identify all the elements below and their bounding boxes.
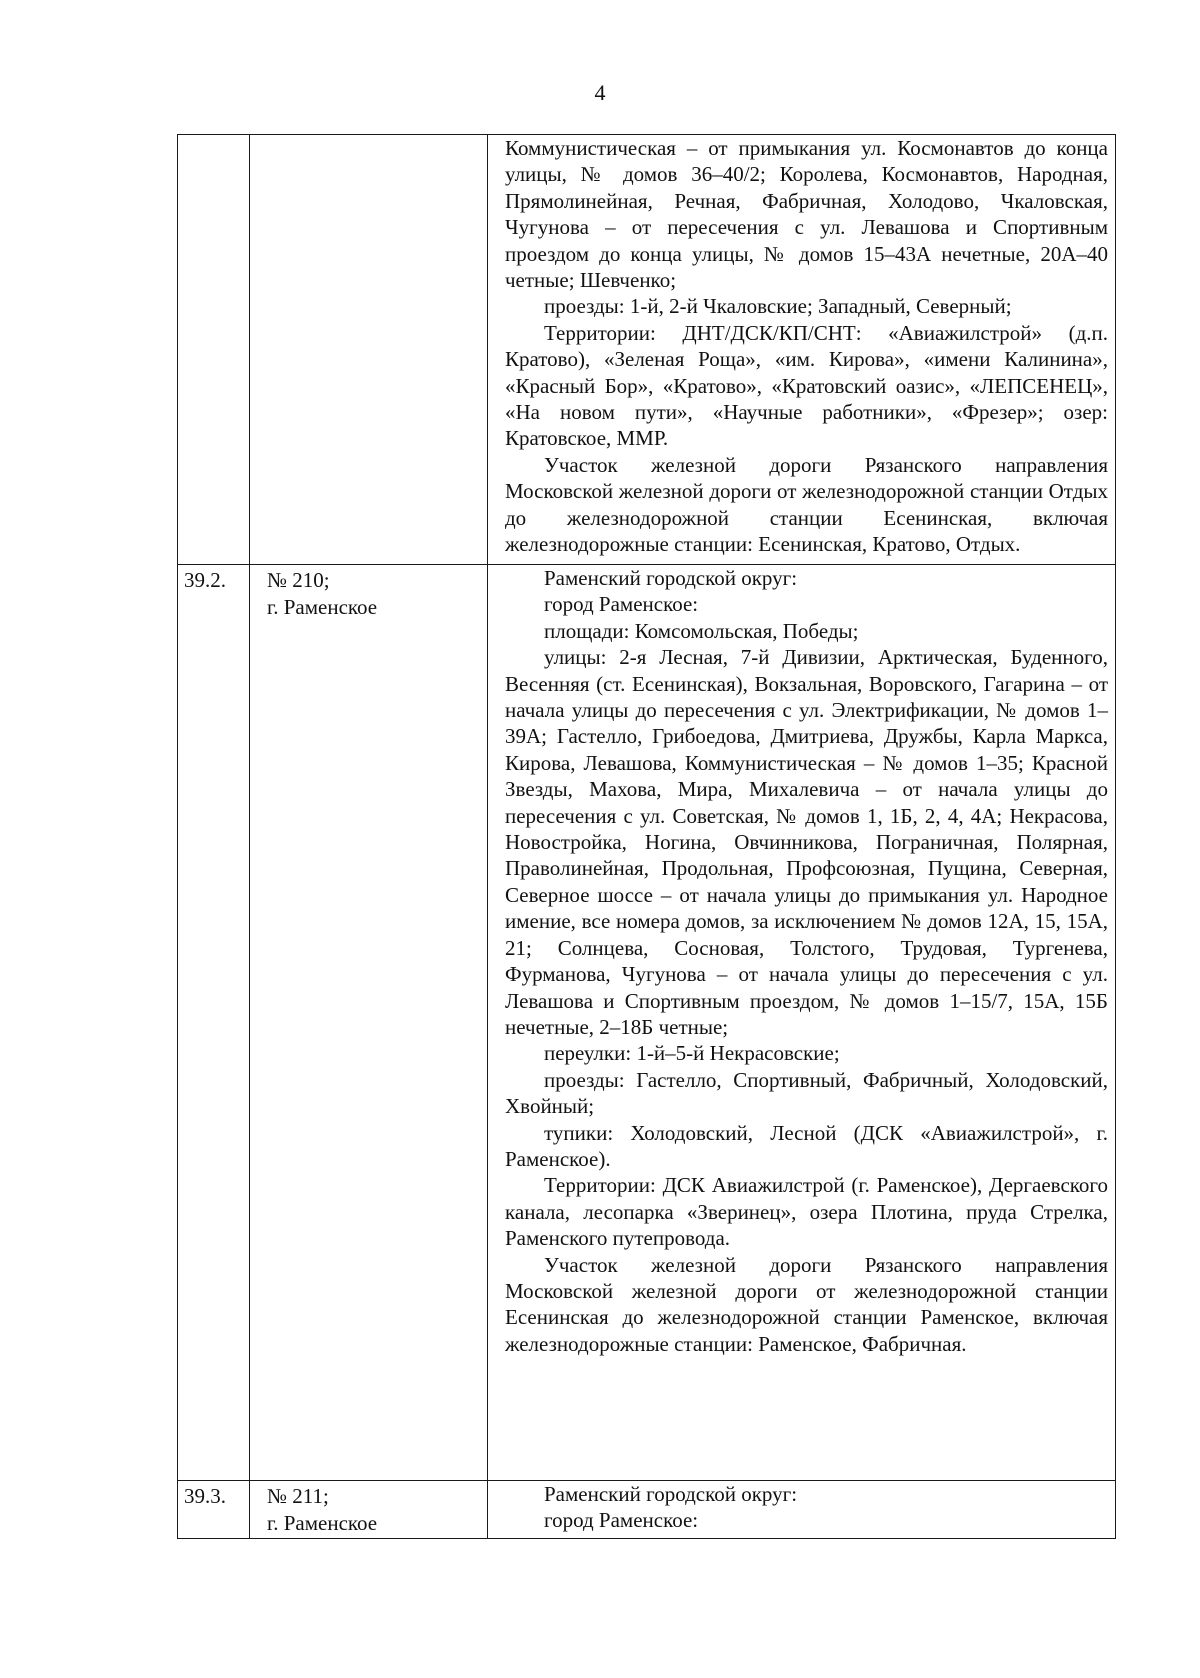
row-number-cell: 39.3.	[178, 1481, 250, 1539]
description-cell	[488, 135, 1116, 565]
district-city: г. Раменское	[267, 1511, 378, 1535]
district-cell	[250, 135, 488, 565]
row-number-cell	[178, 135, 250, 565]
description-paragraph: Участок железной дороги Рязанского направления Московской железной дороги от железнодорожной станции Есенинская до железнодорожной станции Раменское, включая железнодорожные станции: Раменское, Фабричная.	[505, 1252, 1108, 1356]
description-paragraph: Участок железной дороги Рязанского направления Московской железной дороги от железнодорожной станции Отдых до железнодорожной станции Есенинская, включая железнодорожные станции: Есенинская, Кратово, Отдых.	[505, 452, 1108, 557]
description-paragraph: тупики: Холодовский, Лесной (ДСК «Авиажилстрой», г. Раменское).	[505, 1120, 1108, 1171]
description-paragraph: проезды: Гастелло, Спортивный, Фабричный, Холодовский, Хвойный;	[505, 1067, 1108, 1119]
table-row	[178, 135, 1116, 565]
district-number: № 211;	[267, 1484, 329, 1508]
description-paragraph: проезды: 1-й, 2-й Чкаловские; Западный, Северный;	[544, 294, 1012, 319]
table-row	[178, 565, 1116, 1481]
description-cell	[488, 1481, 1116, 1539]
description-paragraph: переулки: 1-й–5-й Некрасовские;	[544, 1041, 840, 1066]
description-paragraph: город Раменское:	[544, 592, 699, 617]
description-paragraph: Коммунистическая – от примыкания ул. Космонавтов до конца улицы, № домов 36–40/2; Королева, Космонавтов, Народная, Прямолинейная, Речная, Фабричная, Холодово, Чкаловская, Чугунова – от пересечения с ул. Левашова и Спортивным проездом до конца улицы, № домов 15–43А нечетные, 20А–40 четные; Шевченко;	[505, 136, 1108, 293]
description-paragraph: Раменский городской округ:	[544, 566, 798, 590]
row-number-cell: 39.2.	[178, 565, 250, 1481]
description-paragraph: Раменский городской округ:	[544, 1482, 798, 1506]
table-row	[178, 1481, 1116, 1539]
district-cell	[250, 1481, 488, 1539]
page-number: 4	[594, 80, 606, 105]
description-paragraph: Территории: ДНТ/ДСК/КП/СНТ: «Авиажилстрой» (д.п. Кратово), «Зеленая Роща», «им. Кирова», «имени Калинина», «Красный Бор», «Кратово», «Кратовский оазис», «ЛЕПСЕНЕЦ», «На новом пути», «Научные работники», «Фрезер»; озер: Кратовское, ММР.	[505, 320, 1108, 451]
description-paragraph: Территории: ДСК Авиажилстрой (г. Раменское), Дергаевского канала, лесопарка «Зверинец», озера Плотина, пруда Стрелка, Раменского путепровода.	[505, 1173, 1108, 1251]
description-paragraph: улицы: 2-я Лесная, 7-й Дивизии, Арктическая, Буденного, Весенняя (ст. Есенинская), Вокзальная, Воровского, Гагарина – от начала улицы до пересечения с ул. Электрификации, № домов 1–39А; Гастелло, Грибоедова, Дмитриева, Дружбы, Карла Маркса, Кирова, Левашова, Коммунистическая – № домов 1–35; Красной Звезды, Махова, Мира, Михалевича – от начала улицы до пересечения с ул. Советская, № домов 1, 1Б, 2, 4, 4А; Некрасова, Новостройка, Ногина, Овчинникова, Пограничная, Полярная, Праволинейная, Продольная, Профсоюзная, Пущина, Северная, Северное шоссе – от начала улицы до примыкания ул. Народное имение, все номера домов, за исключением № домов 12А, 15, 15А, 21; Солнцева, Сосновая, Толстого, Трудовая, Тургенева, Фурманова, Чугунова – от начала улицы до пересечения с ул. Левашова и Спортивным проездом, № домов 1–15/7, 15А, 15Б нечетные, 2–18Б четные;	[505, 645, 1108, 1039]
description-cell	[488, 565, 1116, 1481]
districts-table	[177, 134, 1116, 1539]
district-cell	[250, 565, 488, 1481]
description-paragraph: площади: Комсомольская, Победы;	[544, 618, 859, 643]
district-number: № 210;	[267, 568, 330, 592]
district-city: г. Раменское	[267, 595, 378, 619]
description-paragraph: город Раменское:	[544, 1508, 699, 1533]
